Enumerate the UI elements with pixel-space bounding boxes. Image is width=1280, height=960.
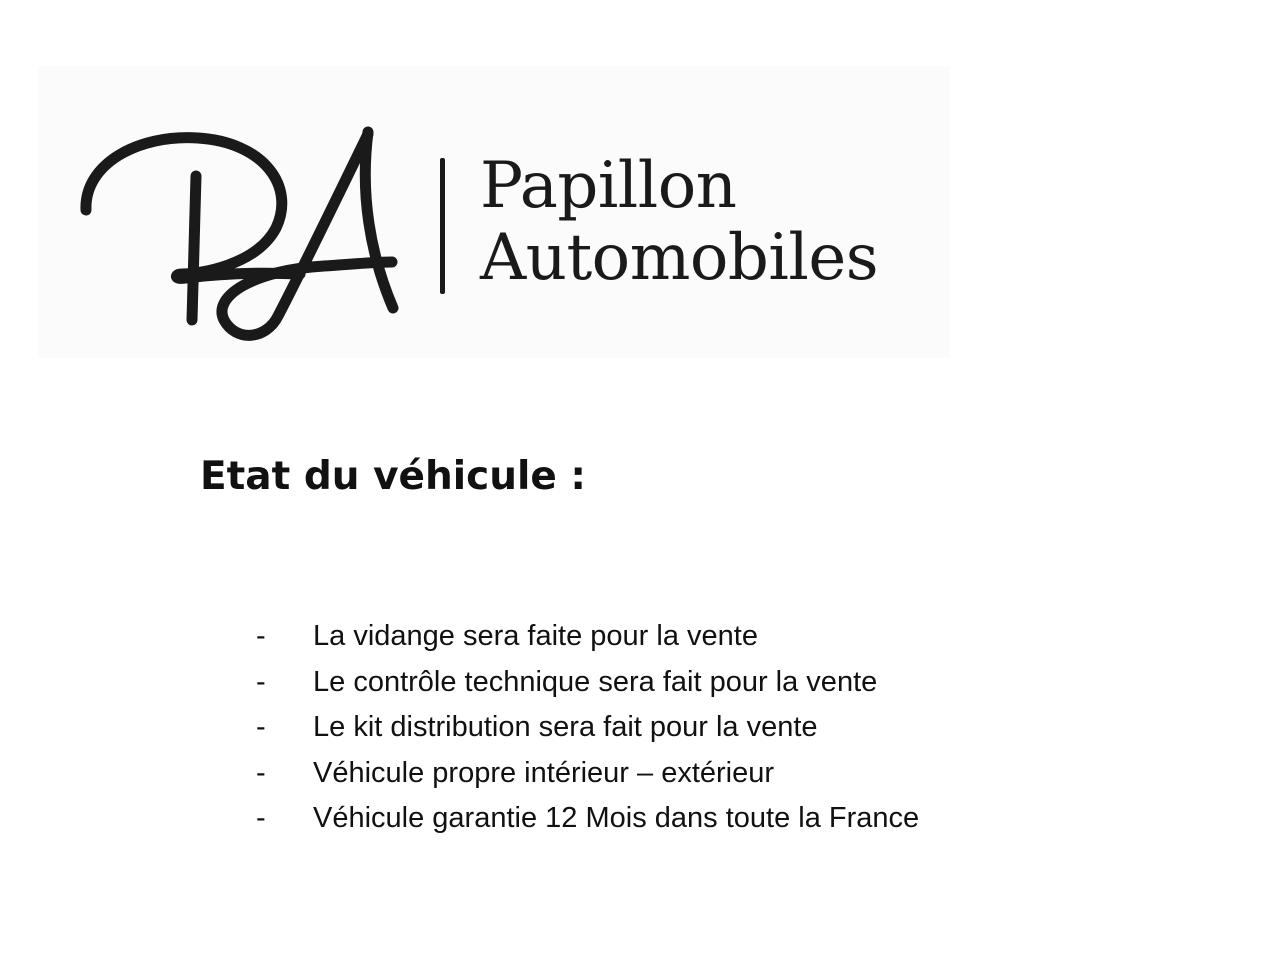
list-item-text: Véhicule propre intérieur – extérieur (313, 756, 775, 789)
pa-monogram-logo (78, 94, 408, 344)
list-bullet: - (256, 756, 266, 789)
brand-name-line-2: Automobiles (480, 221, 879, 295)
section-title: Etat du véhicule : (200, 454, 586, 499)
list-item-text: La vidange sera faite pour la vente (313, 620, 758, 652)
list-item-text: Véhicule garantie 12 Mois dans toute la France (313, 802, 920, 834)
list-bullet: - (256, 665, 266, 698)
list-item-text: Le kit distribution sera fait pour la vente (313, 711, 818, 743)
list-bullet: - (256, 620, 266, 652)
list-bullet: - (256, 802, 266, 834)
brand-name (480, 150, 878, 294)
logo-divider (440, 158, 445, 294)
list-item-text: Le contrôle technique sera fait pour la vente (313, 665, 878, 698)
logo-banner (38, 66, 950, 358)
list-bullet: - (256, 711, 266, 743)
brand-name-line-1: Papillon (480, 149, 737, 223)
